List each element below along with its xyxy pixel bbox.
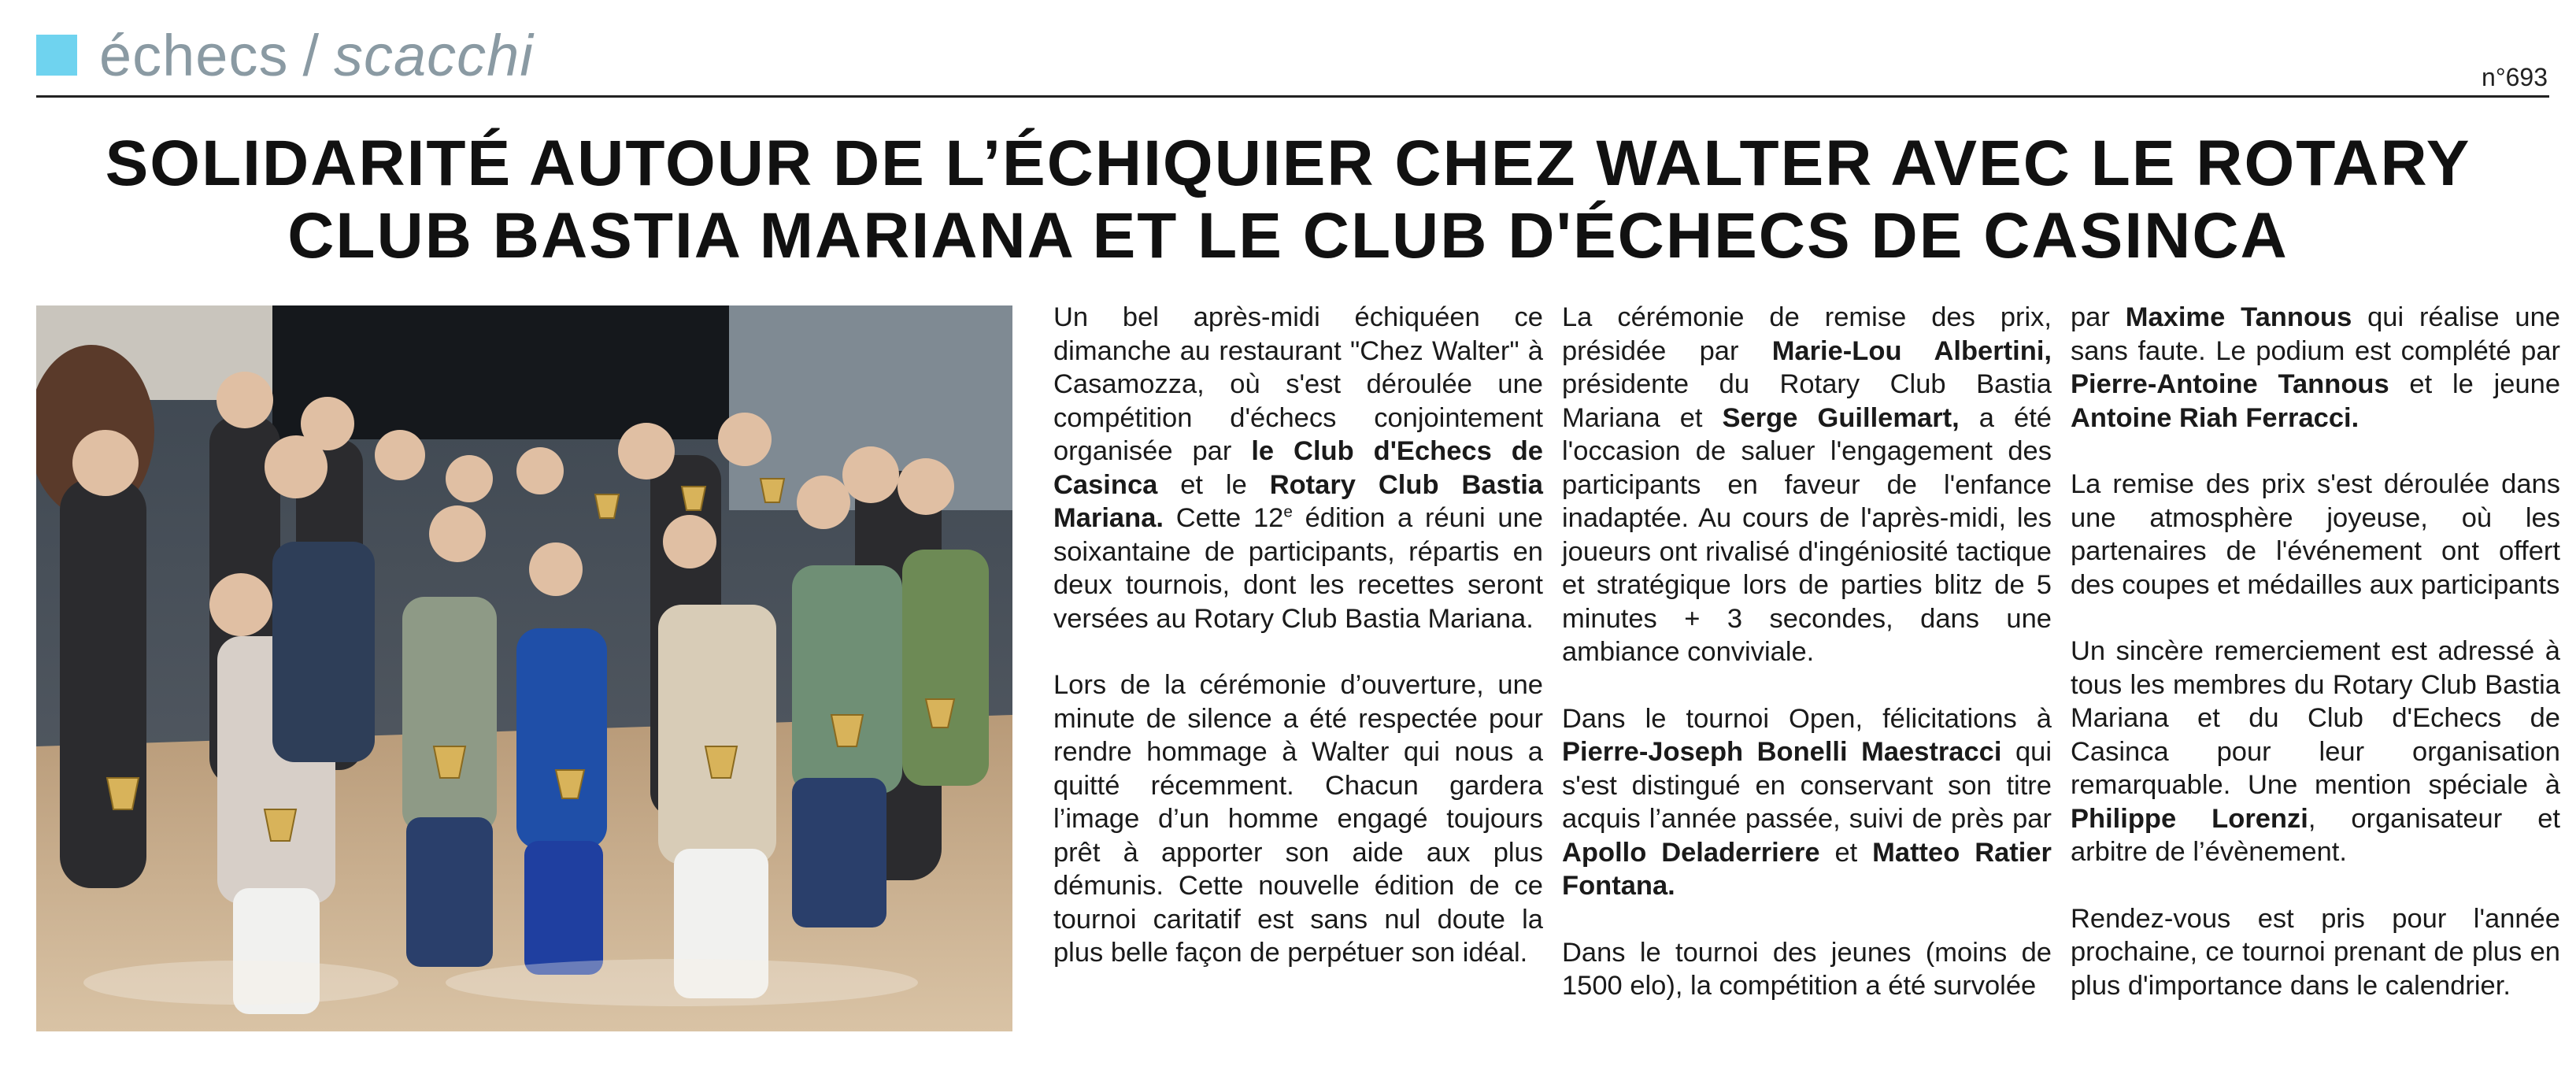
paragraph	[1562, 301, 2052, 669]
text-run: Un bel après-midi échiquéen ce dimanche au restaurant "Chez Walter" à Casamozza, où s'est déroulée une compétition d'échecs conjointement organisée par	[1053, 302, 1543, 466]
text-run: et	[1819, 837, 1873, 868]
text-run: Cette 12	[1163, 503, 1284, 533]
article-column-1	[1053, 301, 1543, 970]
section-separator: /	[302, 22, 320, 88]
paragraph	[2071, 635, 2560, 869]
bold-run: Antoine Riah Ferracci.	[2071, 402, 2359, 433]
paragraph: Rendez-vous est pris pour l'année prochaine, ce tournoi prenant de plus en plus d'importance dans le calendrier.	[2071, 903, 2560, 1001]
bold-run: Rotary Club Bastia Mariana.	[1053, 469, 1543, 533]
text-run: qui s'est distingué en conservant son titre acquis l’année passée, suivi de près par	[1562, 737, 2052, 834]
text-run: édition a réuni une soixantaine de participants, répartis en deux tournois, dont les recettes seront versées au Rotary Club Bastia Mariana.	[1053, 503, 1543, 634]
text-run: par	[2071, 302, 2126, 332]
text-run: a été l'occasion de saluer l'engagement des participants en faveur de l'enfance inadaptée. Au cours de l'après-midi, les joueurs ont rivalisé d'ingéniosité tactique et stratégique lors de parties blitz de 5 minutes + 3 secondes, dans une ambiance conviviale.	[1562, 402, 2052, 667]
bold-run: Pierre-Antoine Tannous	[2071, 369, 2389, 399]
superscript: e	[1283, 502, 1293, 521]
text-run: et le	[1157, 469, 1270, 500]
text-run: Dans le tournoi Open, félicitations à	[1562, 703, 2052, 734]
paragraph: La remise des prix s'est déroulée dans une atmosphère joyeuse, où les partenaires de l'événement ont offert des coupes et médailles aux participants	[2071, 469, 2560, 600]
bold-run: Serge Guillemart,	[1722, 402, 1960, 433]
paragraph: Dans le tournoi des jeunes (moins de 1500 elo), la compétition a été survolée	[1562, 937, 2052, 1001]
article-column-3	[2071, 301, 2560, 1002]
article-photo	[36, 305, 1012, 1031]
group-photo-chess-trophies-icon	[36, 305, 1012, 1031]
bold-run: Pierre-Joseph Bonelli Maestracci	[1562, 737, 2002, 767]
text-run: présidente du Rotary Club Bastia Mariana et	[1562, 369, 2052, 433]
issue-number: n°693	[2482, 63, 2548, 91]
section-header	[36, 24, 534, 87]
bold-run: Maxime Tannous	[2125, 302, 2352, 332]
paragraph: Lors de la cérémonie d’ouverture, une minute de silence a été respectée pour rendre hommage à Walter qui nous a quitté récemment. Chacun gardera l’image d’un homme engagé toujours prêt à apporter son aide aux plus démunis. Cette nouvelle édition de ce tournoi caritatif est sans nul doute la plus belle façon de perpétuer son idéal.	[1053, 670, 1543, 968]
text-run: Un sincère remerciement est adressé à tous les membres du Rotary Club Bastia Mariana et du Club d'Echecs de Casinca pour leur organisation remarquable. Une mention spéciale à	[2071, 636, 2560, 800]
text-run: qui réalise une sans faute. Le podium est complété par	[2071, 302, 2560, 366]
bold-run: Marie-Lou Albertini,	[1771, 335, 2052, 366]
paragraph	[2071, 301, 2560, 435]
section-color-square	[36, 35, 77, 76]
bold-run: Matteo Ratier Fontana.	[1562, 837, 2052, 901]
article-headline: SOLIDARITÉ AUTOUR DE L’ÉCHIQUIER CHEZ WALTER AVEC LE ROTARY CLUB BASTIA MARIANA ET LE CLUB D'ÉCHECS DE CASINCA	[105, 128, 2471, 272]
paragraph	[1053, 301, 1543, 635]
section-title	[99, 22, 534, 89]
paragraph	[1562, 702, 2052, 903]
text-run: La cérémonie de remise des prix, présidée par	[1562, 302, 2052, 366]
section-label-fr: échecs	[99, 22, 289, 88]
section-label-co: scacchi	[334, 22, 534, 88]
bold-run: Philippe Lorenzi	[2071, 803, 2308, 834]
article-column-2	[1562, 301, 2052, 1003]
header-rule	[36, 95, 2549, 98]
text-run: et le jeune	[2389, 369, 2561, 399]
text-run: , organisateur et arbitre de l’évènement.	[2071, 803, 2560, 867]
bold-run: Apollo Deladerriere	[1562, 837, 1820, 868]
bold-run: le Club d'Echecs de Casinca	[1053, 436, 1543, 500]
